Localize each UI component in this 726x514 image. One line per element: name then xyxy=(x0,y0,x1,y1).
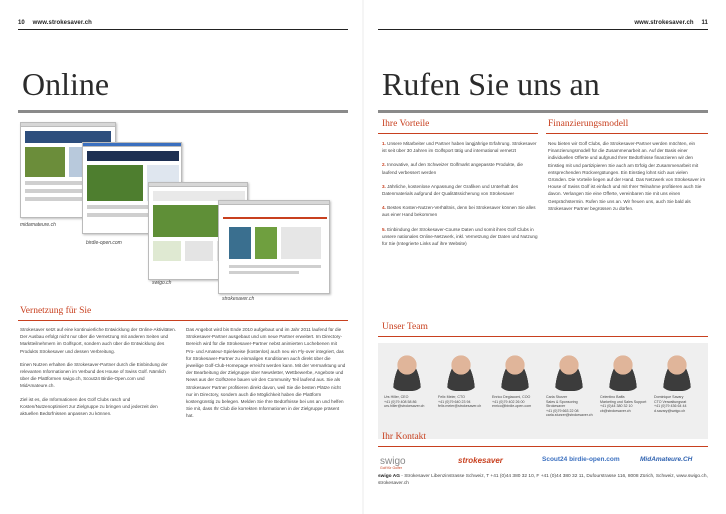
team-member: Carla Sturzer Sales & Sponsoring Strokesaver +41 (0)79 663 22 08 carla.sturzer@strokesaver.ch xyxy=(544,343,594,418)
team-member: Urs Hiller, CEO +41 (0)79 408 58 86 urs.hiller@strokesaver.ch xyxy=(382,343,432,409)
section-title-kontakt: Ihr Kontakt xyxy=(382,432,427,442)
team-member: Felix Meier, CTO +41 (0)79 640 23 94 felix.meier@strokesaver.ch xyxy=(436,343,486,409)
avatar xyxy=(659,351,695,391)
list-item: 5. Einbindung der Strokesaver-Course Daten und somit ihres Golf Clubs in unsere nationales Online-Netzwerk, inkl. Vernetzung der Daten und Nutzung für Sie (Integrierte Links auf ihre Website) xyxy=(382,226,538,247)
avatar xyxy=(389,351,425,391)
list-item: 3. Jährliche, kostenlose Anpassung der Grafiken und Unterhalt des Datenmaterials aufgrund der Qualitätssicherung von Strokesaver xyxy=(382,183,519,197)
midamateure-logo: MidAmateure.CH xyxy=(640,456,693,463)
right-page xyxy=(364,0,726,514)
caption-swigo: swigo.ch xyxy=(152,280,172,286)
left-title-rule xyxy=(18,110,348,113)
avatar xyxy=(443,351,479,391)
caption-birdie-open: birdie-open.com xyxy=(86,240,122,246)
birdie-open-logo: Scout24 birdie-open.com xyxy=(542,456,620,463)
avatar xyxy=(605,351,641,391)
section-rule-vorteile xyxy=(378,133,538,134)
right-title-rule xyxy=(378,110,708,113)
left-page xyxy=(0,0,362,514)
swigo-logo: swigo Golf für Golfer xyxy=(380,456,406,470)
list-item: 4. Bestes Kosten-Nutzen-Verhältnis, denn bei Strokesaver können Sie alles aus einer Hand bekommen xyxy=(382,205,536,218)
finanzierung-text: Neu bieten wir Golf Clubs, die Strokesaver-Partner werden möchten, ein Finanzierungsmodell für die Zusammenarbeit an. Auf der Basis einer individuellen Offerte und aufgrund Ihrer Bedürfnisse finanzieren wir den Einstieg mit und partizipieren Sie auch am Erfolg der Zusammenarbeit mit entsprechenden Rückvergütungen. Ein Einstieg lohnt sich aus vielen Gründen. Die Vorteile liegen auf der Hand. Das Netzwerk von Strokesaver im House of Swiss Golf ist einfach und mit Ihrer Teilnahme profitieren auch Sie davon. Verlangen Sie eine Offerte, vereinbaren Sie mit uns einen Gesprächstermin. Rufen Sie uns an. Wir freuen uns, auch Sie bald als Strokesaver Partner begrüssen zu dürfen. xyxy=(548,141,706,211)
vernetzung-paragraph: Das Angebot wird bis Ende 2010 aufgebaut und im Jahr 2011 laufend für die Strokesaver-Partner ausgebaut und um neue Partner erweitert. Im Directory-Bereich wird für die Strokesaver-Partner nebst animierten Lochebenen mit Pro- und Amateur-Spielweise (kostenlos) auch neu ein Fly-over integriert, das für Strokesaver-Partner zu einmaligen Konditionen auch direkt über die jeweilige Golf-Club-Homepage erreicht werden kann. Mit der Vermarktung und der Bearbeitung der Zielgruppe über Newsletter, Wettbewerbe, Angebote und News aus der Golfszene bauen wir den Community Teil laufend aus. Sie als Strokesaver Partner profitieren direkt davon, weil Sie die besten Plätze nicht nur im Directory, sondern auch die Möglichkeit haben die Plattform kostengünstig zu belegen. Melden Sie Ihre Bedürfnisse bei uns an und helfen Sie mit, dass Ihr Club die korrekten Informationen in der Zielgruppe präsent hat. xyxy=(186,327,346,419)
section-title-team: Unser Team xyxy=(382,322,428,332)
section-rule-finanzierung xyxy=(546,133,708,134)
avatar xyxy=(497,351,533,391)
section-rule-team xyxy=(378,336,708,337)
team-member: Dominique Savary CTO Verwaltungsrat +41 (0)79 436 64 44 d.savary@swigo.ch xyxy=(652,343,702,413)
contact-text xyxy=(378,473,708,487)
vernetzung-paragraph: Strokesaver setzt auf eine kontinuierliche Entwicklung der Online-Aktivitäten. Der Ausbau erfolgt nicht nur über die Vernetzung mit anderen Seiten und Marktteilnehmern im Golfsport, sondern auch über die Entwicklung des Produkts Strokesaver und dessen Verbreitung. xyxy=(20,327,177,354)
section-title-vorteile: Ihre Vorteile xyxy=(382,119,430,129)
vernetzung-column-1 xyxy=(20,326,176,423)
contact-details: - Strokesaver Libenzinstrasse Schweiz, T +41 (0)44 380 32 10, F +41 (0)44 380 32 11, Dufourstrasse 116, 8008 Zürich, Schweiz, www.swigo.ch, strokesaver.ch xyxy=(378,474,708,486)
left-page-title: Online xyxy=(22,66,110,102)
partner-logos xyxy=(378,454,708,472)
left-header-rule xyxy=(18,29,348,30)
strokesaver-logo: strokesaver xyxy=(458,456,503,465)
vernetzung-paragraph: Ziel ist es, die Informationen des Golf Clubs rasch und Kosten/Nutzenoptimiert zur Zielgruppe zu bringen und jederzeit den aktuellen Bedürfnissen anpassen zu können. xyxy=(20,396,158,417)
section-title-finanzierung: Finanzierungsmodell xyxy=(548,119,629,129)
avatar xyxy=(551,351,587,391)
right-url: www.strokesaver.ch xyxy=(634,20,694,26)
screenshot-strokesaver xyxy=(218,200,330,294)
left-url: www.strokesaver.ch xyxy=(32,20,92,26)
section-rule-vernetzung xyxy=(18,320,348,321)
team-member: Celentino Baffa Marketing und Sales Support +41 (0)44 380 32 10 cb@strokesaver.ch xyxy=(598,343,648,413)
caption-strokesaver: strokesaver.ch xyxy=(222,296,255,302)
contact-company: swigo AG xyxy=(378,474,400,479)
vernetzung-column-2 xyxy=(186,326,346,426)
vernetzung-paragraph: Einen Nutzen erhalten die Strokesaver-Partner durch die Einbindung der relevanten Informationen im Verbund des House of Swiss Golf. Nämlich über die Plattformen swigo.ch, Scout24 Birdie-Open.com und MidAmateure.ch. xyxy=(20,361,168,389)
left-header xyxy=(18,20,92,26)
left-page-number: 10 xyxy=(18,20,25,26)
right-header-rule xyxy=(378,29,708,30)
section-rule-kontakt xyxy=(378,446,708,447)
caption-midamateure: midamateure.ch xyxy=(20,222,56,228)
right-header xyxy=(634,20,708,26)
team-strip xyxy=(378,343,708,439)
section-title-vernetzung: Vernetzung für Sie xyxy=(20,306,92,316)
vorteile-list xyxy=(382,140,538,254)
right-page-title: Rufen Sie uns an xyxy=(382,66,600,102)
list-item: 1. Unsere Mitarbeiter und Partner haben langjährige Erfahrung. Strokesaver ist seit über 30 Jahren im Golfsport tätig und international vernetzt xyxy=(382,141,537,154)
right-page-number: 11 xyxy=(701,20,708,26)
list-item: 2. Innovative, auf den Schweizer Golfmarkt angepasste Produkte, die laufend verbessert werden xyxy=(382,162,523,175)
team-member: Enrico Degiacomi, COO +41 (0)79 402 26 00 enrico@birdie-open.com xyxy=(490,343,540,409)
